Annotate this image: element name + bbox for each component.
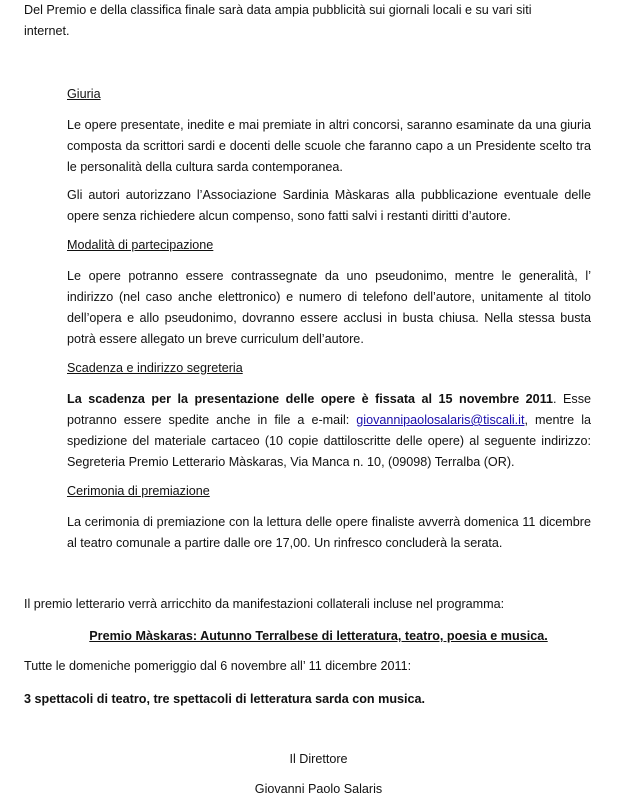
cerimonia-paragraph: La cerimonia di premiazione con la lettura delle opere finaliste avverrà domenica 11 dicembre al teatro comunale a partire dalle ore 17,00. Un rinfresco concluderà la serata.: [67, 515, 591, 550]
program-title: Premio Màskaras: Autunno Terralbese di letteratura, teatro, poesia e musica.: [89, 629, 548, 643]
giuria-heading: Giuria: [67, 87, 101, 101]
modalita-paragraph: Le opere potranno essere contrassegnate da uno pseudonimo, mentre le generalità, l’ indirizzo (nel caso anche elettronico) e numero di telefono dell’autore, unitamente al titolo dell’opera e allo pseudonimo, dovranno essere acclusi in busta chiusa. Nella stessa busta potrà essere allegato un breve curriculum dell’autore.: [67, 269, 591, 346]
scadenza-text-a: . Esse potranno essere spedite anche in file a e-mail:: [67, 392, 592, 427]
scadenza-paragraph: [67, 389, 591, 473]
signature-name: Giovanni Paolo Salaris: [254, 782, 383, 796]
giuria-paragraph-2: Gli autori autorizzano l’Associazione Sardinia Màskaras alla pubblicazione eventuale delle opere senza richiedere alcun compenso, sono fatti salvi i restanti diritti d’autore.: [67, 188, 591, 223]
modalita-heading: Modalità di partecipazione: [67, 238, 214, 252]
giuria-paragraph-1: Le opere presentate, inedite e mai premiate in altri concorsi, saranno esaminate da una giuria composta da scrittori sardi e docenti delle scuole che faranno capo a un Presidente scelto tra le personalità della cultura sarda contemporanea.: [67, 118, 591, 174]
scadenza-text-b: , mentre la spedizione del materiale cartaceo (10 copie dattiloscritte delle opere) al seguente indirizzo: Segreteria Premio Letterario Màskaras, Via Manca n. 10, (09098) Terralba (OR).: [67, 413, 591, 469]
intro-tail-line2: internet.: [24, 24, 70, 38]
email-link[interactable]: giovannipaolosalaris@tiscali.it: [356, 413, 525, 427]
program-dates: Tutte le domeniche pomeriggio dal 6 novembre all’ 11 dicembre 2011:: [24, 659, 412, 673]
signature-role: Il Direttore: [289, 752, 348, 766]
program-events: 3 spettacoli di teatro, tre spettacoli di letteratura sarda con musica.: [24, 692, 426, 706]
scadenza-heading: Scadenza e indirizzo segreteria: [67, 361, 243, 375]
cerimonia-heading: Cerimonia di premiazione: [67, 484, 210, 498]
intro-tail-line1: Del Premio e della classifica finale sarà data ampia pubblicità sui giornali locali e su vari siti: [24, 3, 532, 17]
intro-tail-paragraph: [24, 0, 604, 42]
scadenza-deadline: La scadenza per la presentazione delle opere è fissata al 15 novembre 2011: [67, 392, 554, 406]
collaterali-line: Il premio letterario verrà arricchito da manifestazioni collaterali incluse nel programma:: [24, 597, 505, 611]
